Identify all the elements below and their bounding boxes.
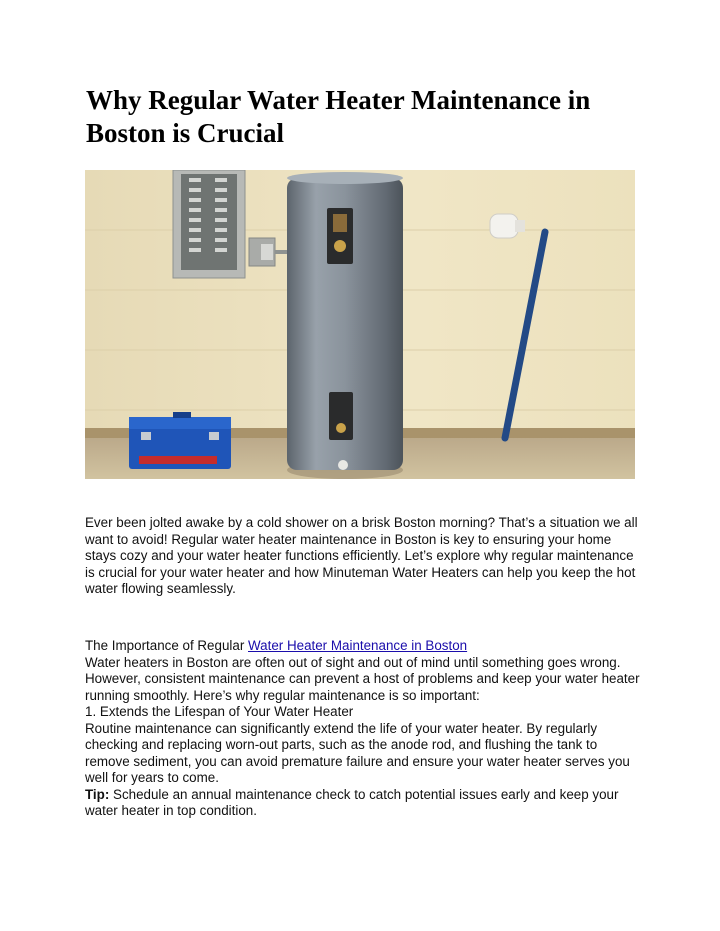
page-title: Why Regular Water Heater Maintenance in Boston is Crucial [86,85,591,148]
item-1-title: 1. Extends the Lifespan of Your Water Heater [85,704,354,719]
water-heater-illustration [85,170,635,479]
water-heater-tank [287,172,403,479]
tip-text: Schedule an annual maintenance check to catch potential issues early and keep your water heater in top condition. [85,786,619,818]
tip-label: Tip: [85,786,110,802]
item-1-body: Routine maintenance can significantly extend the life of your water heater. By regularly checking and replacing worn-out parts, such as the anode rod, and flushing the tank to remove sediment, you can avoid premature failure and ensure your water heater serves you well for years to come. [85,720,630,785]
electrical-panel [173,170,245,278]
importance-section [85,638,645,820]
section-heading [85,638,645,655]
maintenance-boston-link[interactable]: Water Heater Maintenance in Boston [248,638,468,653]
tip-paragraph [85,787,645,820]
switch-plate [261,244,273,260]
intro-paragraph: Ever been jolted awake by a cold shower on a brisk Boston morning? That’s a situation we all want to avoid! Regular water heater maintenance in Boston is key to ensuring your home stays cozy and your water heater functions efficiently. Let’s explore why regular maintenance is crucial for your water heater and how Minuteman Water Heaters can help you keep the hot water flowing seamlessly. [85,515,638,596]
section-heading-prefix: The Importance of Regular [85,638,249,653]
section-paragraph: Water heaters in Boston are often out of sight and out of mind until something goes wrong. However, consistent maintenance can prevent a host of problems and keep your water heater running smoothly. Here’s why regular maintenance is so important: [85,654,640,703]
hero-image [85,170,635,479]
toolbox [129,412,231,469]
